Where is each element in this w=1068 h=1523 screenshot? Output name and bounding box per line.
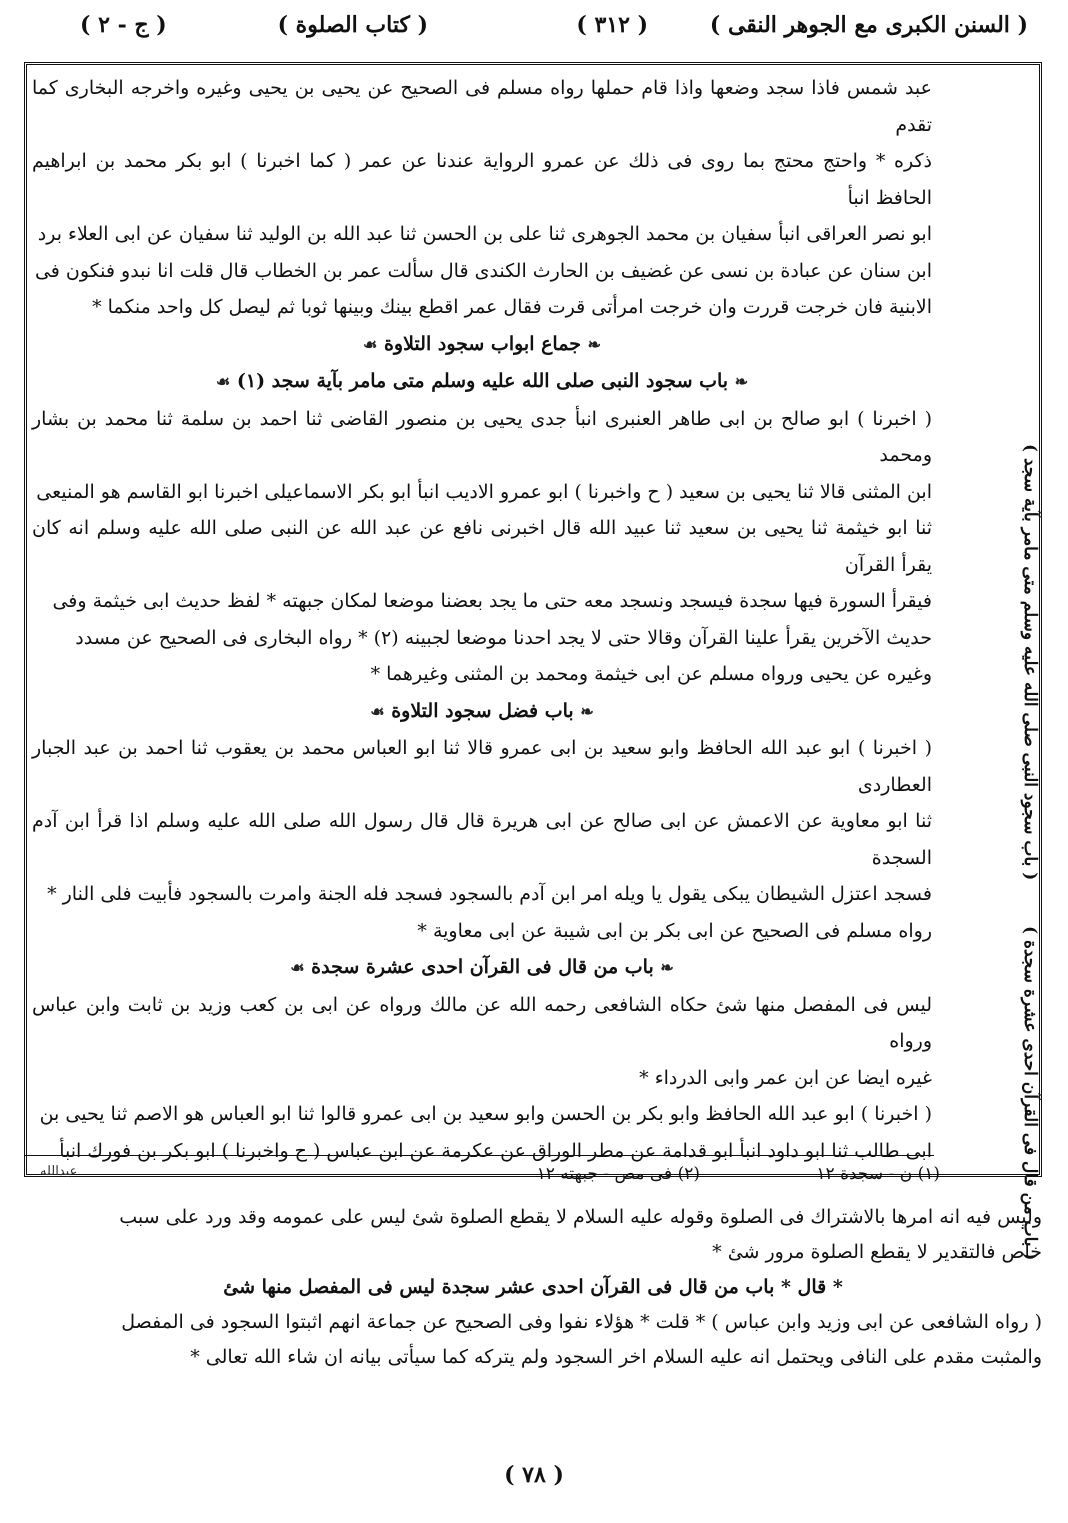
text-line: عبد شمس فاذا سجد وضعها واذا قام حملها رواه مسلم فى الصحيح عن يحيى بن يحيى وغيره واخرجه البخارى كما تقدم [32,77,932,136]
header-book-title: ( كتاب الصلوة ) [277,12,428,38]
text-line: وغيره عن يحيى ورواه مسلم عن ابى خيثمة ومحمد بن المثنى وغيرهما * [370,663,932,685]
text-line: ابى طالب ثنا ابو داود انبأ ابو قدامة عن مطر الوراق عن عكرمة عن ابن عباس ( ح واخبرنا ) ابو بكر بن فورك انبأ [59,1139,932,1162]
header-volume: ( ج - ٢ ) [80,12,167,38]
commentary-line: وليس فيه انه امرها بالاشتراك فى الصلوة وقوله عليه السلام لا يقطع الصلوة شئ ليس على عمومه وقد ورد على سبب [119,1206,1042,1228]
ornament-icon: ☙ [290,958,305,977]
chapter-heading-text: باب سجود النبى صلى الله عليه وسلم متى مامر بآية سجد (١) [236,370,729,392]
text-line: فسجد اعتزل الشيطان يبكى يقول يا ويله امر ابن آدم بالسجود فسجد فله الجنة وامرت بالسجود فأبيت فلى النار * [47,883,932,905]
ornament-icon: ☙ [363,334,378,354]
ornament-icon: ☙ [370,701,385,721]
text-line: حديث الآخرين يقرأ علينا القرآن وقالا حتى لا يجد احدنا موضعا لجبينه (٢) * رواه البخارى فى الصحيح عن مسدد [75,626,932,649]
ornament-icon: ❧ [660,958,674,977]
text-line: غيره ايضا عن ابن عمر وابى الدرداء * [639,1066,932,1089]
text-line: الابنية فان خرجت قررت وان خرجت امرأتى قرت فقال عمر اقطع بينك وبينها ثوبا ثم ليصل كل واحد منكما * [92,296,932,318]
chapter-heading [32,693,932,731]
footnote: (٢) فى مص - جبهته ١٢ [536,1164,700,1184]
chapter-heading-text: باب فضل سجود التلاوة [391,699,574,722]
text-line: ابو نصر العراقى انبأ سفيان بن محمد الجوهرى ثنا على بن الحسن ثنا عبد الله بن الوليد ثنا سفيان عن ابى العلاء برد [37,223,932,245]
ornament-icon: ❧ [587,334,601,354]
side-note: ( باب من قال فى القرآن احدى عشرة سجدة ) [1020,925,1040,1260]
text-line: ذكره * واحتج محتج بما روى فى ذلك عن عمرو الرواية عندنا عن عمر ( كما اخبرنا ) ابو بكر محمد بن ابراهيم الحافظ انبأ [32,150,932,209]
section-heading-text: جماع ابواب سجود التلاوة [383,332,581,355]
chapter-heading [32,363,932,401]
ornament-icon: ❧ [580,701,594,721]
footnote-divider [24,1155,934,1156]
side-note: ( باب سجود النبى صلى الله عليه وسلم متى مامر بآية سجد ) [1020,443,1040,880]
footnote-reference: عبدالله [40,1164,78,1179]
chapter-heading [32,949,932,987]
commentary-line: خاص فالتقدير لا يقطع الصلوة مرور شئ * [712,1241,1042,1263]
commentary-line: والمثبت مقدم على النافى ويحتمل انه عليه السلام اخر السجود ولم يتركه كما سيأتى بيانه ان شاء الله تعالى * [190,1346,1042,1368]
text-line: ( اخبرنا ) ابو صالح بن ابى طاهر العنبرى انبأ جدى يحيى بن منصور القاضى ثنا احمد بن سلمة ثنا محمد بن بشار ومحمد [32,407,932,466]
text-line: ( اخبرنا ) ابو عبد الله الحافظ وابو سعيد بن ابى عمرو قالا ثنا ابو العباس محمد بن يعقوب ثنا احمد بن عبد الجبار العطاردى [32,737,932,796]
text-line: ابن المثنى قالا ثنا يحيى بن سعيد ( ح واخبرنا ) ابو عمرو الاديب انبأ ابو بكر الاسماعيلى اخبرنا ابو القاسم هو المنيعى [36,480,932,503]
text-line: ثنا ابو خيثمة ثنا يحيى بن سعيد ثنا عبيد الله قال اخبرنى نافع عن عبد الله عن النبى صلى الله عليه وسلم انه كان يقرأ القرآن [32,517,932,576]
section-heading [32,326,932,364]
ornament-icon: ❧ [734,372,749,391]
text-line: فيقرأ السورة فيها سجدة فيسجد ونسجد معه حتى ما يجد بعضنا موضعا لمكان جبهته * لفظ حديث ابى خيثمة وفى [52,590,932,612]
header-page-number: ( ٣١٢ ) [576,12,648,38]
text-line: ثنا ابو معاوية عن الاعمش عن ابى صالح عن ابى هريرة قال قال رسول الله صلى الله عليه وسلم اذا قرأ ابن آدم السجدة [32,810,932,869]
page-marker: ( ٧٨ ) [504,1462,564,1488]
text-line: ابن سنان عن عبادة بن نسى عن غضيف بن الحارث الكندى قال سألت عمر بن الخطاب قال قلت انا نبدو فنكون فى [34,259,932,282]
header-title: ( السنن الكبرى مع الجوهر النقى ) [709,12,1028,38]
main-text [32,70,932,1169]
commentary-heading: * قال * باب من قال فى القرآن احدى عشر سجدة ليس فى المفصل منها شئ [223,1276,843,1298]
commentary [24,1200,1042,1375]
ornament-icon: ☙ [215,372,231,391]
text-line: رواه مسلم فى الصحيح عن ابى بكر بن ابى شيبة عن ابى معاوية * [417,919,932,942]
running-header [60,8,1028,48]
footnotes [40,1160,940,1190]
footnote: (١) ن - سجدة ١٢ [816,1164,940,1184]
chapter-heading-text: باب من قال فى القرآن احدى عشرة سجدة [311,956,654,978]
text-line: ليس فى المفصل منها شئ حكاه الشافعى رحمه الله عن مالك ورواه عن ابى بن كعب وزيد بن ثابت وابن عباس ورواه [32,993,932,1052]
commentary-line: ( رواه الشافعى عن ابى وزيد وابن عباس ) * قلت * هؤلاء نفوا وفى الصحيح عن جماعة انهم اثبتوا السجود فى المفصل [121,1311,1042,1333]
text-line: ( اخبرنا ) ابو عبد الله الحافظ وابو بكر بن الحسن وابو سعيد بن ابى عمرو قالوا ثنا ابو العباس هو الاصم ثنا يحيى بن [39,1103,932,1125]
